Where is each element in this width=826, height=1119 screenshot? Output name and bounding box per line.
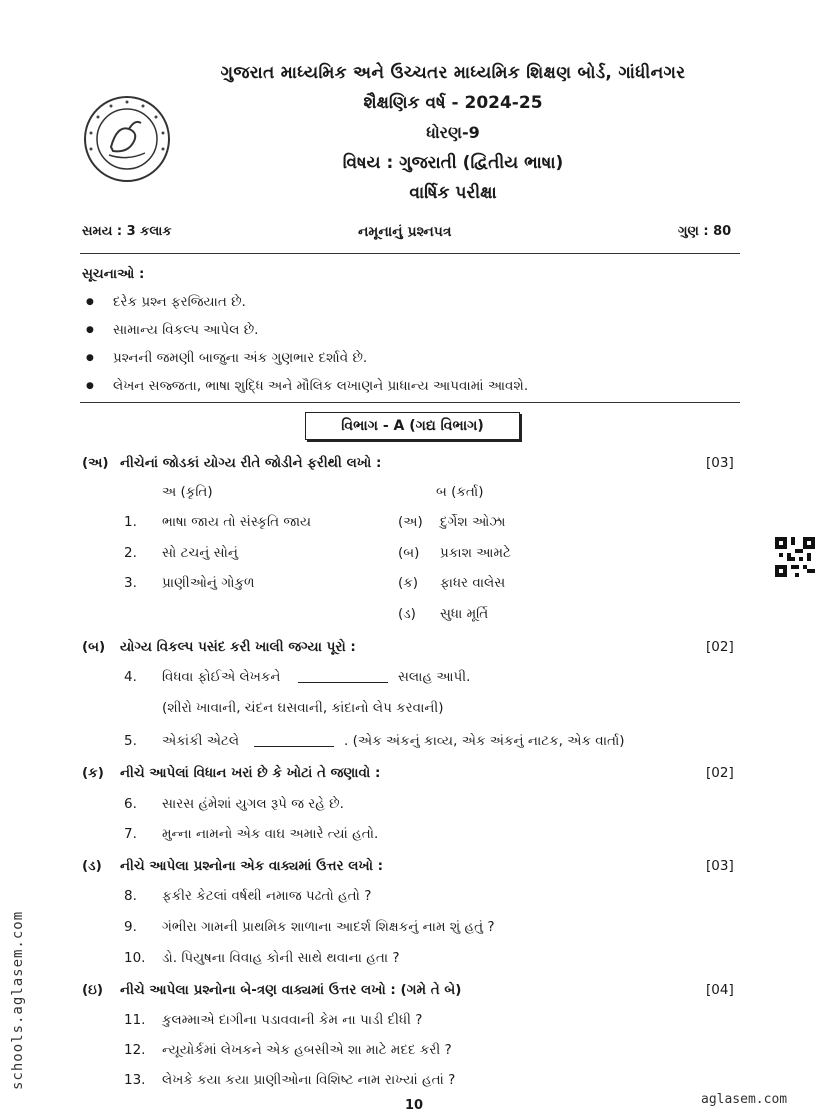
match-b-label: (બ) (398, 545, 420, 561)
question-num: 11. (124, 1012, 146, 1028)
question-num: 13. (124, 1072, 146, 1088)
standard: ધોરણ-9 (426, 123, 480, 142)
subject: વિષય : ગુજરાતી (દ્વિતીય ભાષા) (342, 153, 564, 173)
q-c-marks: [02] (706, 765, 734, 781)
question-text: કુલમ્માએ દાગીના પડાવવાની કેમ ના પાડી દીધી ? (162, 1012, 423, 1028)
match-b: દુર્ગેશ ઓઝા (440, 514, 506, 530)
paper-type: નમૂનાનું પ્રશ્નપત્ર (358, 224, 452, 240)
q4-options: (શીરો ખાવાની, ચંદન ઘસવાની, કાંદાનો લેપ કરવાની) (162, 700, 444, 716)
footer-watermark: aglasem.com (701, 1092, 788, 1107)
instruction-item: ● સામાન્ય વિકલ્પ આપેલ છે. (113, 322, 258, 338)
divider-mid (80, 402, 740, 403)
match-num: 1. (124, 514, 137, 530)
question-text: ન્યૂયોર્કમાં લેખકને એક હબસીએ શા માટે મદદ કરી ? (162, 1042, 452, 1058)
q-c-text: નીચે આપેલાં વિધાન ખરાં છે કે ખોટાં તે જણાવો : (120, 765, 381, 781)
q-d-text: નીચે આપેલા પ્રશ્નોના એક વાક્યમાં ઉત્તર લખો : (120, 858, 384, 874)
q4-prefix: વિધવા ફોઈએ લેખકને (162, 669, 281, 685)
q5-suffix: . (એક અંકનું કાવ્ય, એક અંકનું નાટક, એક વાર્તા) (344, 733, 625, 749)
q-e-marks: [04] (706, 982, 734, 998)
question-num: 10. (124, 950, 146, 966)
q5-blank (254, 746, 334, 747)
q-b-text: યોગ્ય વિકલ્પ પસંદ કરી ખાલી જગ્યા પૂરો : (120, 639, 356, 655)
q-d-label: (ડ) (82, 858, 102, 874)
side-watermark: schools.aglasem.com (10, 910, 26, 1090)
match-b: ફાધર વાલેસ (440, 575, 506, 591)
q-c-label: (ક) (82, 765, 104, 781)
q-a-label: (અ) (82, 455, 109, 471)
col-b-heading: બ (કર્તા) (436, 484, 484, 500)
instruction-item: ● દરેક પ્રશ્ન ફરજિયાત છે. (113, 294, 246, 310)
instruction-item: ● લેખન સજ્જતા, ભાષા શુદ્ધિ અને મૌલિક લખાણને પ્રાધાન્ય આપવામાં આવશે. (113, 378, 528, 394)
match-b-label: (ડ) (398, 606, 416, 622)
exam-name: વાર્ષિક પરીક્ષા (409, 183, 497, 203)
question-text: ડો. પિયુષના વિવાહ કોની સાથે થવાના હતા ? (162, 950, 400, 966)
match-b-label: (અ) (398, 514, 423, 530)
match-a: પ્રાણીઓનું ગોકુળ (162, 575, 255, 591)
q-b-marks: [02] (706, 639, 734, 655)
question-num: 4. (124, 669, 137, 685)
total-marks: ગુણ : 80 (678, 224, 732, 239)
match-b: પ્રકાશ આમટે (440, 545, 511, 561)
qr-code-icon[interactable] (775, 537, 815, 577)
match-b-label: (ક) (398, 575, 419, 591)
question-text: ગંભીરા ગામની પ્રાથમિક શાળાના આદર્શ શિક્ષકનું નામ શું હતું ? (162, 919, 495, 935)
q4-blank (298, 682, 388, 683)
board-title: ગુજરાત માધ્યમિક અને ઉચ્ચતર માધ્યમિક શિક્ષણ બોર્ડ, ગાંધીનગર (220, 63, 686, 83)
match-a: સો ટચનું સોનું (162, 545, 238, 561)
divider-top (80, 253, 740, 254)
board-logo-icon (83, 95, 171, 183)
match-num: 2. (124, 545, 137, 561)
q5-prefix: એકાંકી એટલે (162, 733, 240, 749)
question-text: લેખકે કયા કયા પ્રાણીઓના વિશિષ્ટ નામ રાખ્યાં હતાં ? (162, 1072, 456, 1088)
q-e-label: (ઇ) (82, 982, 104, 998)
match-num: 3. (124, 575, 137, 591)
instruction-item: ● પ્રશ્નની જમણી બાજુના અંક ગુણભાર દર્શાવે છે. (113, 350, 367, 366)
col-a-heading: અ (કૃતિ) (162, 484, 213, 500)
question-num: 5. (124, 733, 137, 749)
exam-time: સમય : 3 કલાક (82, 224, 172, 239)
question-num: 6. (124, 796, 137, 812)
q4-suffix: સલાહ આપી. (398, 669, 471, 685)
question-num: 7. (124, 826, 137, 842)
q-e-text: નીચે આપેલા પ્રશ્નોના બે-ત્રણ વાક્યમાં ઉત્તર લખો : (ગમે તે બે) (120, 982, 462, 998)
match-b: સુધા મૂર્તિ (440, 606, 489, 622)
question-num: 8. (124, 888, 137, 904)
question-text: સારસ હંમેશાં યુગલ રૂપે જ રહે છે. (162, 796, 344, 812)
section-a-heading: વિભાગ - A (ગદ્ય વિભાગ) (305, 412, 520, 440)
question-num: 12. (124, 1042, 146, 1058)
match-a: ભાષા જાય તો સંસ્કૃતિ જાય (162, 514, 312, 530)
question-text: મુન્ના નામનો એક વાઘ અમારે ત્યાં હતો. (162, 826, 379, 842)
question-num: 9. (124, 919, 137, 935)
academic-year: શૈક્ષણિક વર્ષ - 2024-25 (363, 93, 543, 113)
q-b-label: (બ) (82, 639, 106, 655)
q-d-marks: [03] (706, 858, 734, 874)
q-a-text: નીચેનાં જોડકાં યોગ્ય રીતે જોડીને ફરીથી લખો : (120, 455, 382, 471)
q-a-marks: [03] (706, 455, 734, 471)
page-number: 10 (405, 1098, 424, 1113)
question-text: ફકીર કેટલાં વર્ષથી નમાજ પઢતો હતો ? (162, 888, 372, 904)
instructions-title: સૂચનાઓ : (82, 266, 145, 282)
